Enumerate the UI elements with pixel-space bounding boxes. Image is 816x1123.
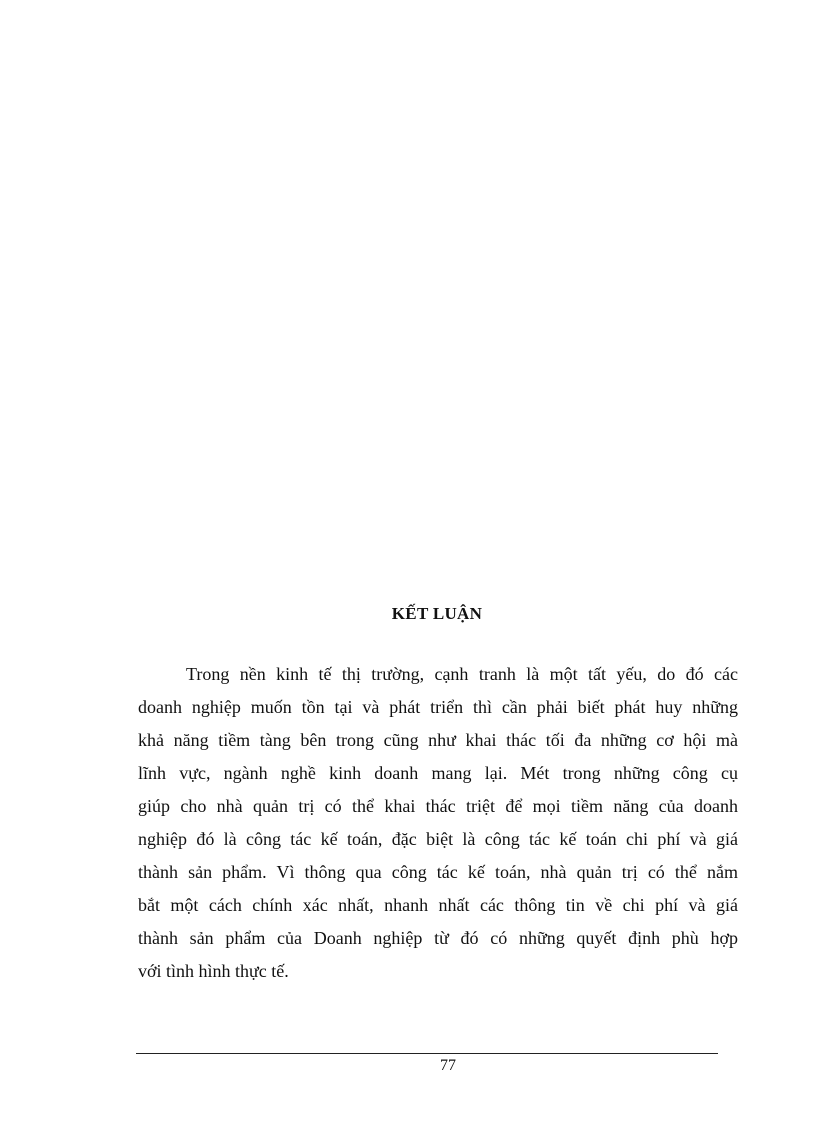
section-title: KẾT LUẬN [391,604,483,623]
paragraph-line: doanh nghiệp muốn tồn tại và phát triển thì cần phải biết phát huy những [138,697,738,717]
paragraph-line: khả năng tiềm tàng bên trong cũng như khai thác tối đa những cơ hội mà [138,730,738,750]
paragraph-line: lĩnh vực, ngành nghề kinh doanh mang lại. Mét trong những công cụ [138,763,738,783]
paragraph-line: giúp cho nhà quản trị có thể khai thác triệt để mọi tiềm năng của doanh [138,796,738,816]
footer-divider [136,1053,718,1054]
paragraph-line: nghiệp đó là công tác kế toán, đặc biệt là công tác kế toán chi phí và giá [138,829,738,849]
paragraph-line: bắt một cách chính xác nhất, nhanh nhất các thông tin về chi phí và giá [138,895,738,915]
conclusion-paragraph [138,658,738,988]
paragraph-line: với tình hình thực tế. [138,961,289,981]
paragraph-line: thành sản phẩm. Vì thông qua công tác kế toán, nhà quản trị có thể nắm [138,862,738,882]
page-number: 77 [440,1057,456,1074]
paragraph-line: Trong nền kinh tế thị trường, cạnh tranh là một tất yếu, do đó các [186,664,738,684]
paragraph-line: thành sản phẩm của Doanh nghiệp từ đó có những quyết định phù hợp [138,928,738,948]
